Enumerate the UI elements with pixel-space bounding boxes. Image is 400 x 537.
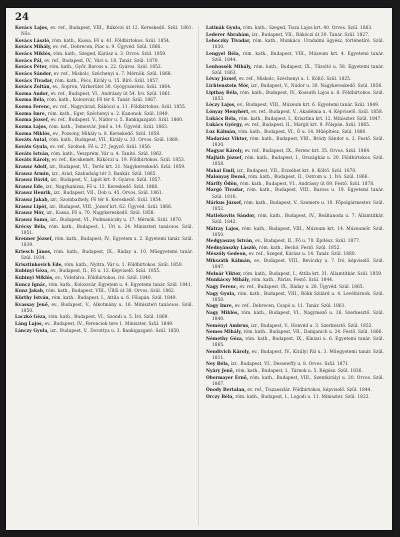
directory-entry (206, 214, 384, 226)
entry-text: izr., Budapest, VI., Teréz krt. 21. Nagykereskedő. Szül. 1859. (49, 164, 186, 170)
entry-text: izr., Budapest, VII., Erzsébet krt. 8. Költő. Szül. 1870. (236, 168, 357, 174)
entry-text: izr., Nagykanizsa, Fő u. 12. Kereskedő. Szül. 1868. (45, 184, 159, 190)
entry-text: róm. kath., Budapest, VIII., Baross u. 19. Egyetemi tanár. Szül. 1816. (212, 188, 384, 200)
entry-name: Krausz Samu, (15, 217, 49, 223)
entry-text: ev., Videfalva. Földbirtokos, író. Szül. 1840. (55, 275, 153, 281)
directory-entry (15, 98, 193, 104)
directory-entry (206, 188, 384, 200)
directory-entry (206, 278, 384, 284)
directory-entry (206, 137, 384, 149)
directory-entry (15, 237, 193, 249)
entry-text: róm. kath., Budapest, IX., Tűzoltó u. 58. Egyetemi tanár. Szül. 1863. (212, 64, 384, 76)
entry-name: Krausz Henrik, (15, 191, 53, 197)
entry-name: Latinák Gyula, (206, 26, 242, 31)
directory-entry (206, 227, 384, 239)
entry-text: ev. ref., Kecskemét, Rákóczi u. 19. Földbirtokos. Szül. 1853. (51, 158, 186, 164)
entry-text: izr., Kassa, Fő u. 70. Nagykereskedő. Szül. 1858. (46, 211, 155, 217)
entry-name: Kozma Andor, (15, 91, 50, 97)
directory-entry (15, 283, 193, 289)
entry-name: Mednyánszky László, (206, 245, 258, 251)
directory-entry (206, 26, 384, 32)
directory-entry (15, 85, 193, 91)
entry-name: Lónyay Menyhért, (206, 109, 250, 115)
directory-entry (15, 218, 193, 224)
entry-name: Kovács László, (15, 38, 51, 44)
entry-name: Lukács Béla, (206, 116, 238, 122)
directory-entry (206, 252, 384, 258)
entry-text: ev. ref., Debrecen, Csapó u. 11. Tanár. Szül. 1861. (234, 304, 346, 310)
entry-text: róm. kath., Szeged, Kárász u. 3. Orvos. Szül. 1859. (53, 51, 167, 57)
entry-name: Kunz Jakab, (15, 289, 45, 295)
directory-entry (15, 269, 193, 275)
entry-text: róm. kath., Budapest, VI., Nagymező u. 16. Szerkesztő. Szül. 1840. (212, 311, 385, 323)
entry-name: Medgyaszay István, (206, 239, 254, 245)
directory-entry (206, 149, 384, 155)
entry-text: róm. kath., Budapest, I., Attila krt. 31. Államtitkár. Szül. 1859. (243, 271, 383, 277)
entry-name: Krausz Ede, (15, 184, 45, 190)
entry-name: Lipthay Béla, (206, 90, 239, 96)
entry-text: róm. kath., Budapest, VIII., Üllői út 38. Orvos. Szül. 1862. (45, 289, 176, 295)
directory-entry (15, 92, 193, 98)
entry-name: Kozma Miklós, (15, 131, 52, 137)
entry-name: Lukács György, (206, 123, 244, 129)
entry-text: ev. ref., Miskolc, Széchenyi u. 1. Költő. Szül. 1825. (238, 77, 352, 83)
directory-entry (15, 185, 193, 191)
entry-text: ev. ref., Budapest, IX., Ferenc krt. 35. Orvos. Szül. 1864. (244, 149, 371, 155)
entry-text: róm. kath., Budapest, IX., Ráday u. 10. Műegyetemi tanár. Szül. 1834. (21, 250, 193, 262)
entry-name: Kovács Tivadar, (15, 78, 54, 84)
entry-text: róm. kath., Budapest, I., Úri u. 24. Miniszteri tanácsos. Szül. 1851. (21, 224, 194, 236)
entry-text: róm. kath., Temesvár, Jenő u. 14. Ügyvéd. Szül. 1863. (48, 125, 169, 131)
entry-name: Kozma Ferenc, (15, 105, 52, 111)
entry-text: ev., Sopron, Várkerület 30. Gyógyszerész. Szül. 1864. (52, 85, 172, 91)
entry-name: Kovács Miklós, (15, 51, 52, 57)
directory-entry (15, 39, 193, 45)
entry-text: ev. ref., Budapest, V., Nádor u. 5. Bankigazgató. Szül. 1860. (50, 118, 184, 124)
directory-entry (206, 239, 384, 245)
entry-text: izr., Arad, Szabadság tér 3. Bankár. Szül. 1865. (51, 171, 157, 177)
entry-text: róm. kath., Budapest, IV., Reáltanoda u. 7. Államtitkár. Szül. 1842. (212, 213, 384, 225)
entry-text: róm. kath., Budapest, VII., Király u. 33. Orvos. Szül. 1869. (49, 138, 180, 144)
entry-name: Majláth József, (206, 155, 243, 161)
entry-name: Madarász Viktor, (206, 136, 249, 142)
entry-name: Márffy Ödön, (206, 181, 239, 187)
entry-text: róm. kath., Veszprém, Vár u. 4. Tanító. Szül. 1862. (51, 151, 163, 157)
directory-entry (15, 296, 193, 302)
entry-name: Lévay József, (206, 77, 238, 83)
entry-name: Nagy Imre, (206, 304, 234, 310)
directory-entry (206, 175, 384, 181)
directory-entry (15, 152, 193, 158)
directory-entry (15, 315, 193, 321)
directory-entry (206, 182, 384, 188)
entry-name: Kovács Mihály, (15, 45, 52, 51)
entry-name: Krausz Mór, (15, 211, 45, 217)
entry-name: Kováts Gyula, (15, 144, 49, 150)
directory-entry (206, 77, 384, 83)
entry-text: róm. kath., Szeged, Tisza Lajos krt. 40. Orvos. Szül. 1863. (243, 26, 373, 31)
entry-text: róm. kath., Kolozsvár, Egyetem u. 4. Egyetemi tanár. Szül. 1841. (48, 282, 193, 288)
document-page (6, 8, 392, 530)
entry-text: izr., Budapest, VII., Rákóczi út 30. Tanár. Szül. 1827. (251, 32, 370, 38)
directory-entry (15, 263, 193, 269)
entry-name: Lux Kálmán, (206, 129, 237, 135)
directory-entry (206, 169, 384, 175)
entry-name: Mészöly Gedeon, (206, 252, 248, 258)
entry-name: Nagy Miklós, (206, 311, 239, 317)
entry-text: ev. ref., Budapest, VI., Andrássy út 54. Író. Szül. 1861. (50, 91, 172, 97)
directory-entry (206, 84, 384, 90)
entry-text: róm. kath., Budapest, I., Logodi u. 11. Miniszter. Szül. 1822. (235, 395, 370, 401)
directory-entry (15, 125, 193, 131)
entry-name: Mikszáth Kálmán, (206, 259, 252, 265)
entry-text: izr., Budapest, VIII., József krt. 62. Ügyvéd. Szül. 1866. (49, 204, 173, 210)
entry-name: Magyar Károly, (206, 149, 244, 155)
entry-text: ev., Budapest, IV., Ferenciek tere 1. Miniszter. Szül. 1849. (44, 321, 174, 327)
entry-text: róm. kath., Budapest, VIII., Múzeum krt. 4. Egyetemi tanár. Szül. 1844. (212, 51, 384, 64)
entry-text: róm. kath., Budapest, I., Krisztina krt. 12. Miniszter. Szül. 1847. (238, 116, 382, 122)
directory-entry (15, 138, 193, 144)
directory-entry (206, 330, 384, 336)
entry-name: Mátray Lajos, (206, 226, 240, 232)
entry-name: Neményi Ambrus, (206, 323, 250, 329)
entry-text: róm. kath., Budapest, VIII., Múzeum krt. 14. Múzeumőr. Szül. 1850. (212, 226, 384, 238)
entry-text: róm. kath., Párizs. Festő. Szül. 1844. (251, 278, 334, 284)
entry-text: róm. kath., Budapest, II., Ostrom u. 1. Író. Szül. 1866. (248, 175, 369, 181)
directory-entry (15, 112, 193, 118)
directory-entry (206, 337, 384, 349)
entry-name: Nagy Ferenc, (206, 285, 239, 291)
entry-text: izr., Budapest, VI., Podmaniczky u. 17. Mérnök. Szül. 1870. (50, 217, 183, 223)
entry-name: Laczkó Géza, (15, 315, 47, 321)
directory-entry (15, 52, 193, 58)
entry-text: róm. kath., Nyitra, Vár u. 1. Földbirtokos. Szül. 1850. (64, 262, 184, 268)
entry-text: izr., Budapest, VII., Dob u. 45. Orvos. Szül. 1861. (53, 191, 164, 197)
entry-text: ev. ref., Debrecen, Piac u. 9. Ügyvéd. Szül. 1866. (52, 45, 162, 51)
entry-name: Kubinyi Géza, (15, 269, 49, 275)
entry-name: Kvassay Jenő, (15, 302, 50, 308)
directory-entry (15, 329, 193, 335)
directory-entry (206, 388, 384, 394)
directory-entry (206, 272, 384, 278)
directory-entry (15, 289, 193, 295)
directory-entry (206, 65, 384, 77)
directory-entry (15, 225, 193, 237)
entry-text: izr., Budapest, VI., Dessewffy u. 8. Orvos. Szül. 1871. (230, 362, 350, 368)
directory-entry (15, 276, 193, 282)
entry-name: Kriesch János, (15, 250, 52, 255)
entry-name: Krausz Ármin, (15, 171, 51, 177)
directory-entry (206, 259, 384, 271)
column-gutter (198, 26, 199, 526)
directory-entry (15, 59, 193, 65)
entry-name: Kubinyi Miklós, (15, 275, 54, 281)
directory-entry (206, 130, 384, 136)
right-column (206, 26, 384, 402)
directory-entry (15, 72, 193, 78)
entry-name: Lehoczky Tivadar, (206, 39, 251, 45)
entry-text: róm. kath., Budapest, VI., Szondi u. 5. Író. Szül. 1869. (48, 315, 169, 321)
directory-entry (15, 178, 193, 184)
directory-entry (206, 350, 384, 362)
directory-entry (15, 158, 193, 164)
entry-name: Kovács Lajos, (15, 26, 49, 31)
entry-text: róm. kath., Budapest, IX., Kinizsi u. 6. Egyetemi tanár. Szül. 1865. (212, 337, 384, 349)
entry-text: ev., Budapest, VIII., Reviczky u. 7. Író, képviselő. Szül. 1847. (212, 259, 385, 271)
directory-entry (15, 191, 193, 197)
entry-name: Molnár Viktor, (206, 271, 242, 277)
directory-entry (15, 322, 193, 328)
entry-name: Lengyel Béla, (206, 51, 241, 57)
entry-text: ev. ref., Budapest, II., Margit krt. 9. Főispán. Szül. 1865. (244, 123, 371, 129)
entry-name: Nagy Gyula, (206, 291, 236, 297)
entry-name: Malonyay Dezső, (206, 175, 247, 181)
entry-name: Lánczy Gyula, (15, 328, 49, 334)
directory-entry (15, 118, 193, 124)
left-column (15, 26, 193, 335)
entry-name: Lenhossék Mihály, (206, 64, 252, 70)
entry-text: róm. kath., Budapest, VI., Andrássy út 69. Festő. Szül. 1878. (239, 181, 375, 187)
directory-entry (15, 211, 193, 217)
directory-entry (206, 117, 384, 123)
entry-text: róm. kath., Budapest, VII., Damjanich u. 24. Festő. Szül. 1866. (243, 330, 383, 336)
entry-name: Láng Lajos, (15, 321, 44, 327)
entry-name: Nendtvich Károly, (206, 349, 251, 355)
entry-text: izr., Budapest, V., Honvéd u. 3. Szerkesztő. Szül. 1852. (251, 323, 373, 329)
directory-entry (206, 311, 384, 323)
entry-text: izr., Budapest, V., Nádor u. 30. Nagykereskedő. Szül. 1856. (250, 83, 383, 89)
directory-entry (206, 103, 384, 109)
directory-entry (206, 246, 384, 252)
entry-name: Obermayer Ernő, (206, 375, 249, 381)
directory-entry (206, 395, 384, 401)
entry-name: Márkus József, (206, 201, 243, 207)
entry-name: Kozma Imre, (15, 111, 47, 117)
directory-entry (15, 250, 193, 262)
entry-name: Nyáry Jenő, (206, 369, 235, 375)
entry-name: Orczy Béla, (206, 395, 234, 401)
entry-text: róm. kath., Beckó. Festő. Szül. 1852. (258, 245, 341, 251)
directory-entry (15, 45, 193, 51)
entry-name: Matlekovits Sándor, (206, 213, 256, 219)
directory-entry (206, 362, 384, 368)
entry-text: róm. kath., Budapest, IV., Egyetem u. 2. Egyetemi tanár. Szül. 1839. (21, 237, 194, 249)
entry-name: Némethy Géza, (206, 337, 244, 343)
directory-entry (206, 285, 384, 291)
entry-text: ev. ref., Budapest, V., Akadémia u. 4. Képviselő. Szül. 1858. (251, 109, 384, 115)
entry-text: róm. kath., Munkács. Uradalmi ügyész, történetíró. Szül. 1830. (212, 39, 385, 51)
entry-text: ev., Budapest, V., Alkotmány u. 16. Miniszteri tanácsos. Szül. 1850. (21, 302, 193, 314)
directory-entry (206, 91, 384, 103)
entry-name: Krausz Dávid, (15, 178, 50, 184)
entry-name: Ónody Bertalan, (206, 388, 246, 394)
directory-entry (15, 26, 193, 38)
entry-name: Krausz Lipót, (15, 204, 48, 210)
entry-name: Kovács Sándor, (15, 71, 53, 77)
entry-name: Kozma Béla, (15, 98, 46, 104)
entry-text: ev. ref., Miskolc, Széchenyi u. 7. Mérnök. Szül. 1868. (53, 71, 172, 77)
entry-name: Krenner József, (15, 237, 54, 243)
entry-text: róm. kath., Pécs, Király u. 15. Bíró. Szül. 1857. (54, 78, 160, 84)
entry-name: Lóczy Lajos, (206, 103, 236, 109)
entry-name: Kováts Antal, (15, 138, 48, 144)
entry-text: róm. kath., Kassa, Fő u. 41. Földbirtokos. Szül. 1854. (52, 38, 171, 44)
directory-entry (15, 132, 193, 138)
directory-entry (15, 65, 193, 71)
page-number: 24 (15, 12, 29, 23)
entry-name: Kovács Péter, (15, 65, 48, 71)
entry-text: róm. kath., Budapest, VIII., Szentkirályi u. 20. Orvos. Szül. 1867. (212, 375, 385, 387)
entry-text: róm. kath., Győr, Baross u. 22. Gyáros. Szül. 1852. (49, 65, 163, 71)
directory-entry (15, 145, 193, 151)
entry-name: Krécsy Béla, (15, 224, 47, 230)
directory-entry (15, 172, 193, 178)
entry-text: róm. kath., Eger, Széchenyi u. 2. Kanonok. Szül. 1849. (47, 111, 170, 117)
entry-name: Lederer Ábrahám, (206, 32, 251, 38)
entry-name: Krausz Adolf, (15, 164, 48, 170)
directory-entry (206, 304, 384, 310)
entry-name: Ney Béla, (206, 362, 230, 368)
entry-text: ev. ref., Budapest, VIII., Rákóczi út 12. Kereskedő. Szül. 1861. Nős. (21, 26, 194, 38)
entry-name: Kováts Károly, (15, 158, 51, 164)
entry-name: Lichtenstein Mór, (206, 83, 250, 89)
entry-text: izr., Budapest, V., Dorottya u. 3. Bankigazgató. Szül. 1850. (50, 328, 181, 334)
entry-text: ev., Budapest, VIII., Múzeum krt. 6. Egyetemi tanár. Szül. 1849. (237, 103, 380, 109)
entry-text: ev. ref., Nagyvárad, Rákóczi u. 11. Földbirtokos. Szül. 1855. (52, 105, 187, 111)
directory-entry (15, 303, 193, 315)
entry-text: ev. ref., Tiszaeszlár. Földbirtokos, képviselő. Szül. 1844. (247, 388, 372, 394)
entry-text: ev., Budapest, II., Fő u. 70. Építész. Szül. 1877. (255, 239, 361, 245)
entry-name: Nemes Mihály, (206, 330, 243, 336)
directory-entry (206, 324, 384, 330)
directory-entry (15, 79, 193, 85)
directory-entry (15, 165, 193, 171)
entry-text: ev. ref., Budapest, IX., Ráday u. 28. Ügyvéd. Szül. 1865. (239, 285, 365, 291)
entry-name: Kováts István, (15, 151, 50, 157)
directory-entry (15, 205, 193, 211)
entry-name: Kozma Lajos, (15, 125, 48, 131)
entry-text: róm. kath., Budapest, V., Szemere u. 10. Főpolgármester. Szül. 1852. (212, 201, 384, 213)
entry-text: ev. ref., Szolnok, Fő u. 27. Jegyző. Szül. 1856. (49, 144, 152, 150)
entry-text: róm. kath., Budapest, IV., Kossuth Lajos u. 8. Földbirtokos. Szül. 1853. (212, 90, 384, 102)
directory-entry (206, 110, 384, 116)
entry-text: izr., Szombathely, Fő tér 8. Kereskedő. Szül. 1854. (50, 198, 163, 204)
entry-name: Margó Tivadar, (206, 188, 245, 194)
directory-entry (206, 292, 384, 304)
directory-entry (206, 52, 384, 64)
entry-name: Makai Emil, (206, 168, 236, 174)
entry-text: ev. ref., Budapest, IV., Váci u. 18. Tanár. Szül. 1870. (44, 58, 159, 64)
entry-text: róm. kath., Budapest, VIII., Rökk Szilárd u. 4. Levéltárnok. Szül. 1850. (212, 291, 385, 303)
entry-text: róm. kath., Kolozsvár, Fő tér 6. Tanár. Szül. 1867. (47, 98, 158, 104)
entry-name: Kovács Pál, (15, 58, 43, 64)
directory-entry (206, 156, 384, 168)
directory-entry (206, 33, 384, 39)
entry-text: ev. ref., Szeged, Kárász u. 14. Tanár. Szül. 1880. (248, 252, 357, 258)
entry-text: ev., Budapest, IV., Királyi Pál u. 3. Műegyetemi tanár. Szül. 1811. (212, 349, 384, 361)
entry-name: Kürthy István, (15, 295, 51, 301)
entry-text: róm. kath., Budapest, VI., Ó u. 14. Műépítész. Szül. 1880. (238, 129, 367, 135)
entry-name: Kovács Zoltán, (15, 85, 52, 91)
entry-text: róm. kath., Budapest, I., Országház u. 20. Földbirtokos. Szül. 1858. (212, 155, 385, 167)
directory-entry (15, 198, 193, 204)
entry-name: Krisztinkovich Ede, (15, 262, 63, 268)
entry-name: Krausz Jakab, (15, 198, 49, 204)
entry-text: róm. kath., Budapest, I., Attila u. 6. Főispán. Szül. 1849. (51, 295, 177, 301)
entry-text: izr., Budapest, V., Lipót krt. 9. Gyáros. Szül. 1857. (50, 178, 162, 184)
entry-text: róm. kath., Budapest, I., Tárnok u. 5. Régész. Szül. 1836. (235, 369, 363, 375)
directory-entry (15, 105, 193, 111)
entry-text: ev., Budapest, II., Fő u. 13. Képviselő. Szül. 1855. (50, 269, 161, 275)
directory-entry (206, 39, 384, 51)
directory-entry (206, 369, 384, 375)
directory-entry (206, 123, 384, 129)
entry-name: Kuncz Ignác, (15, 282, 48, 288)
entry-name: Kozma József, (15, 118, 50, 124)
directory-entry (206, 201, 384, 213)
entry-name: Munkácsy Mihály, (206, 278, 251, 284)
directory-entry (206, 376, 384, 388)
entry-text: róm. kath., Budapest, VIII., Bródy Sándor u. 2. Festő. Szül. 1830. (212, 136, 384, 148)
entry-text: ev., Pozsony, Mihály u. 8. Kereskedő. Szül. 1858. (52, 131, 161, 137)
